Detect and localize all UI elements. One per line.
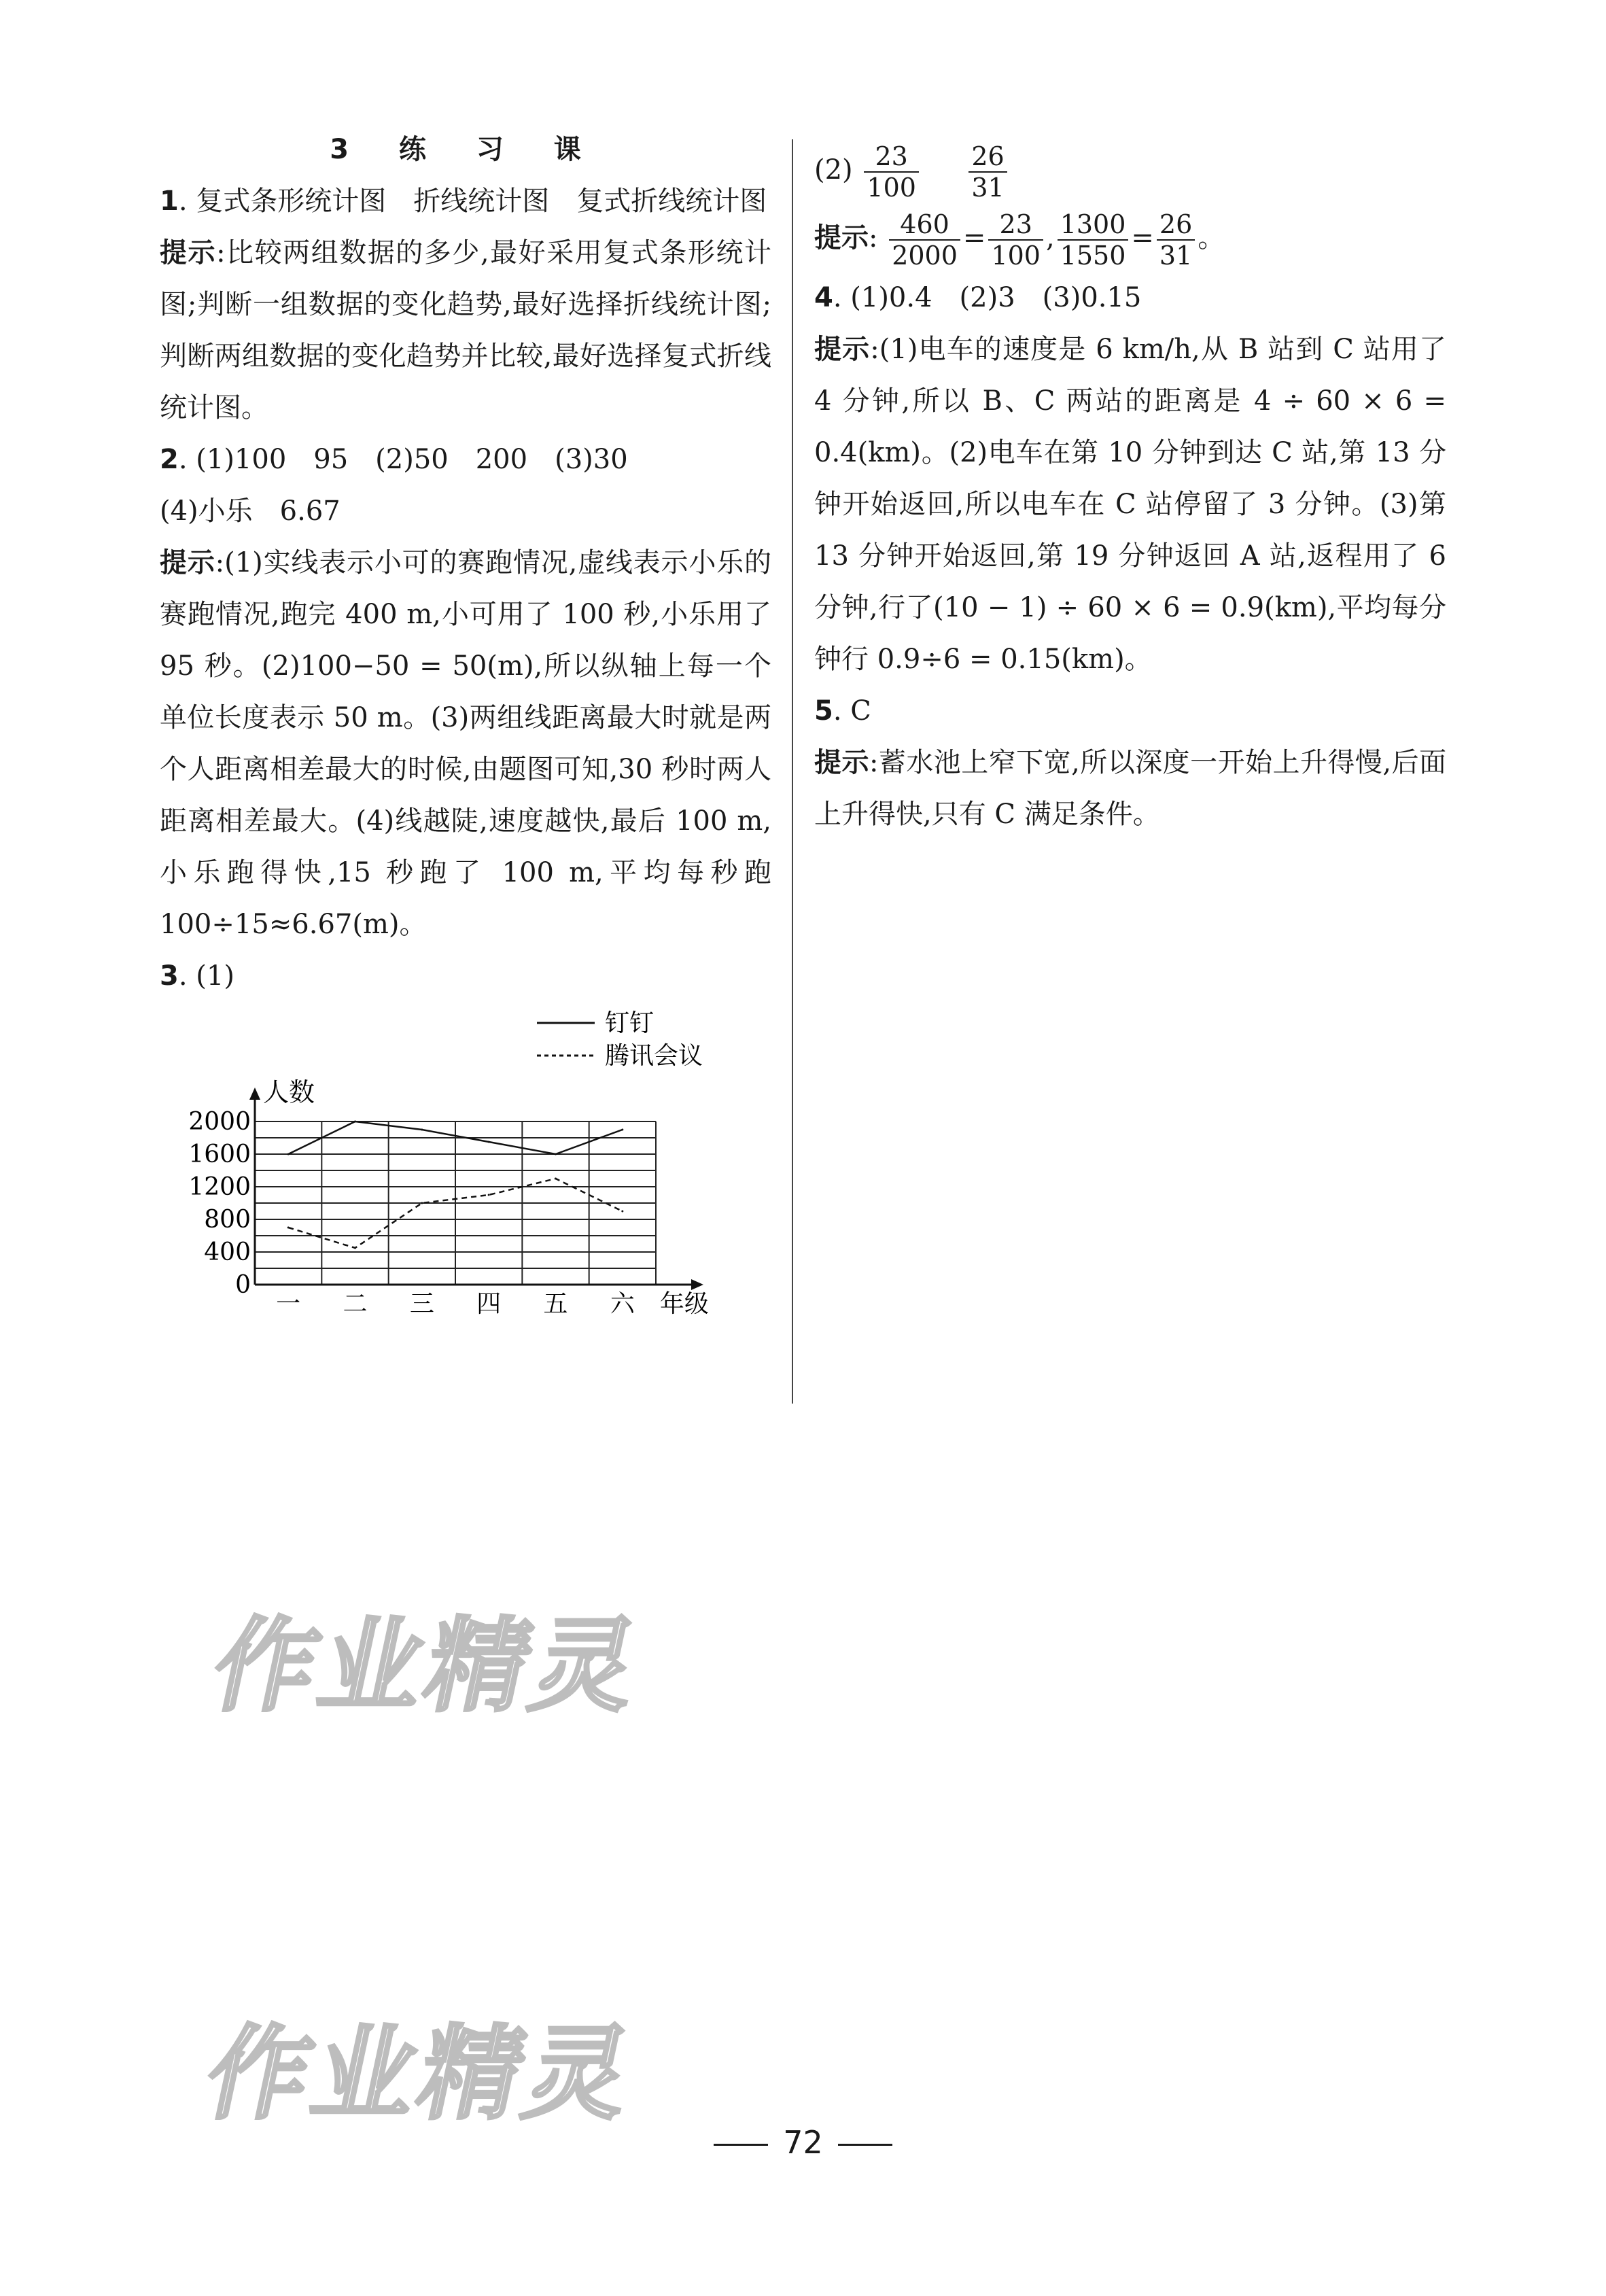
denominator: 100 [991, 241, 1041, 271]
data-point [287, 1227, 290, 1229]
y-tick-label: 400 [204, 1238, 251, 1266]
q3-part2-answer [814, 136, 1446, 204]
q5-number: 5 [814, 695, 833, 727]
fraction-23-100-b [988, 209, 1043, 271]
legend-label: 腾讯会议 [605, 1042, 703, 1070]
x-tick-label: 二 [343, 1290, 368, 1318]
numerator: 26 [968, 141, 1007, 173]
data-point [354, 1121, 356, 1123]
equals-sign: = [1131, 222, 1154, 254]
watermark-logo: 作业精灵 [196, 2015, 646, 2134]
data-point [621, 1211, 623, 1213]
q1-answer [160, 175, 771, 227]
x-tick-label: 五 [543, 1290, 568, 1318]
data-point [421, 1202, 423, 1204]
fraction-23-100 [864, 141, 919, 203]
y-axis-label: 人数 [263, 1077, 315, 1107]
y-tick-label: 800 [204, 1206, 251, 1234]
left-column [160, 129, 771, 1318]
q4-hint-text: :(1)电车的速度是 6 km/h,从 B 站到 C 站用了4 分钟,所以 B、C 两站的距离是 4 ÷ 60 × 6 = 0.4(km)。(2)电车在第 10 分钟到达 C 站,第 13 分钟开始返回,所以电车在 C 站停留了 3 分钟。(3)第 13 分钟开始返回,第 19 分钟返回 A 站,返程用了 6 分钟,行了(10 − 1) ÷ 60 × 6 = 0.9(km),平均每分钟行 0.9÷6 = 0.15(km)。 [814, 334, 1447, 675]
fraction-26-31 [968, 141, 1007, 203]
page-number-text: 72 [783, 2124, 823, 2161]
fraction-1300-1550 [1058, 209, 1129, 271]
q4-hint-label: 提示 [814, 334, 871, 365]
chart-legend [537, 1009, 703, 1070]
q2-answer [160, 434, 771, 485]
comma: , [1045, 222, 1055, 254]
x-axis-arrow [691, 1279, 703, 1290]
q1-number: 1 [160, 186, 179, 217]
q5-answer-text: . C [833, 695, 871, 727]
data-point [421, 1129, 423, 1131]
fraction-460-2000 [889, 209, 960, 271]
chart-labels [188, 1077, 708, 1318]
q4-answer [814, 272, 1446, 324]
q2-hint-text: :(1)实线表示小可的赛跑情况,虚线表示小乐的赛跑情况,跑完 400 m,小可用了 100 秒,小乐用了 95 秒。(2)100−50 = 50(m),所以纵轴上每一个单位长度表示 50 m。(3)两组线距离最大时就是两个人距离相差最大的时候,由题图可知,30 秒时两人距离相差最大。(4)线越陡,速度越快,最后 100 m,小乐跑得快,15 秒跑了 100 m,平均每秒跑 100÷15≈6.67(m)。 [160, 547, 771, 940]
x-tick-label: 三 [409, 1290, 434, 1318]
denominator: 1550 [1060, 241, 1126, 271]
data-point [287, 1153, 290, 1155]
x-tick-label: 四 [476, 1290, 502, 1318]
y-tick-label: 2000 [188, 1108, 251, 1136]
q3-number: 3 [160, 960, 179, 992]
fraction-26-31-b [1157, 209, 1195, 271]
data-point [488, 1141, 490, 1143]
numerator: 1300 [1058, 209, 1129, 241]
q1-hint [160, 227, 771, 434]
q2-hint [160, 537, 771, 950]
q2-answer-text-a: . (1)100 95 (2)50 200 (3)30 [178, 444, 628, 475]
line-chart [160, 1006, 771, 1318]
q2-answer-b: (4)小乐 6.67 [160, 495, 341, 527]
right-column [814, 136, 1446, 840]
data-point [354, 1247, 356, 1249]
q4-hint [814, 324, 1446, 685]
q2-number: 2 [160, 444, 179, 475]
x-tick-label: 六 [610, 1290, 635, 1318]
chart-grid [255, 1121, 656, 1285]
q3-hint-label: 提示 [814, 222, 869, 254]
q1-hint-label: 提示 [160, 237, 217, 268]
data-point [555, 1153, 557, 1155]
denominator: 31 [971, 173, 1005, 203]
q1-answer-text: . 复式条形统计图 折线统计图 复式折线统计图 [178, 186, 767, 217]
x-axis-label: 年级 [659, 1290, 709, 1318]
y-axis-arrow [249, 1088, 260, 1100]
q3-hint: 提示: $\frac{460}{2000}$ = $\frac{23}{100}$ , $\frac{1300}{1550}$ = $\frac{26}{31}$ 。 [814, 209, 1225, 271]
q3-answer [160, 950, 771, 1002]
column-divider [792, 139, 793, 1404]
chart-axes [249, 1088, 703, 1290]
period: 。 [1198, 222, 1225, 254]
q5-hint-label: 提示 [814, 747, 869, 778]
numerator: 23 [864, 141, 919, 173]
q5-hint [814, 737, 1446, 840]
q4-answer-text: . (1)0.4 (2)3 (3)0.15 [833, 282, 1142, 313]
q3-part-label: . (1) [178, 960, 234, 992]
q2-hint-label: 提示 [160, 547, 215, 578]
q1-hint-text: :比较两组数据的多少,最好采用复式条形统计图;判断一组数据的变化趋势,最好选择折线统计图;判断两组数据的变化趋势并比较,最好选择复式折线统计图。 [160, 237, 771, 423]
denominator: 2000 [892, 241, 958, 271]
watermark-logo: 作业精灵 [203, 1607, 652, 1726]
y-tick-label: 1600 [188, 1141, 251, 1168]
numerator: 23 [988, 209, 1043, 241]
numerator: 460 [889, 209, 960, 241]
page-number [0, 2124, 1606, 2161]
q4-number: 4 [814, 282, 833, 313]
equals-sign: = [962, 222, 986, 254]
legend-label: 钉钉 [605, 1009, 654, 1037]
data-point [555, 1178, 557, 1180]
data-point [621, 1129, 623, 1131]
numerator: 26 [1157, 209, 1195, 241]
data-point [488, 1194, 490, 1196]
y-tick-label: 1200 [188, 1173, 251, 1201]
y-tick-label: 0 [235, 1271, 251, 1299]
q5-hint-text: :蓄水池上窄下宽,所以深度一开始上升得慢,后面上升得快,只有 C 满足条件。 [814, 747, 1447, 830]
denominator: 31 [1159, 241, 1193, 271]
q5-answer [814, 685, 1446, 737]
denominator: 100 [867, 173, 916, 203]
q3-part2-label: (2) [814, 154, 853, 186]
x-tick-label: 一 [276, 1290, 301, 1318]
section-title: 3 练 习 课 [330, 134, 601, 165]
